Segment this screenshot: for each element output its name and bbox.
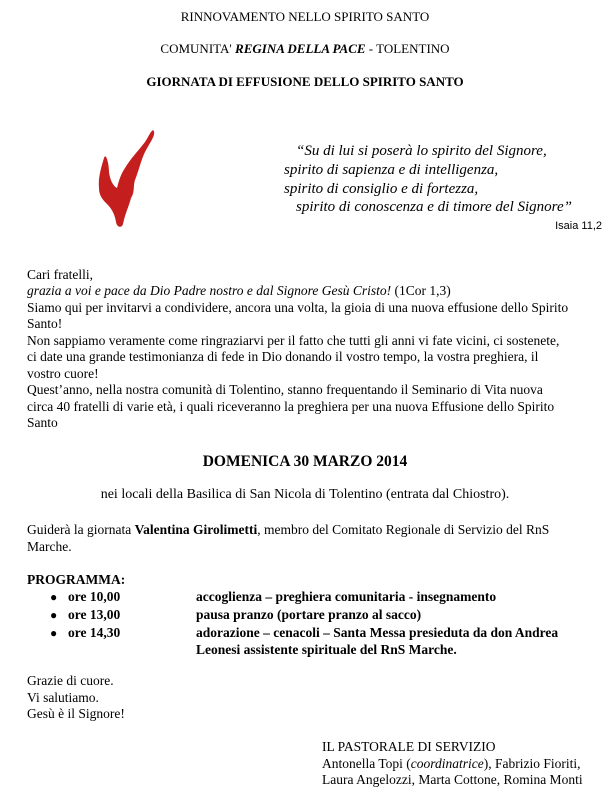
letter-p3-line-1: Quest’anno, nella nostra comunità di Tolentino, stanno frequentando il Seminario di Vita nuova: [27, 382, 543, 397]
header-line-1: RINNOVAMENTO NELLO SPIRITO SANTO: [180, 9, 430, 24]
letter-p2-line-2: ci date una grande testimonianza di fede in Dio donando il vostro tempo, la vostra preghiera, il: [27, 349, 539, 364]
quote-line-1: “Su di lui si poserà lo spirito del Signore,: [296, 143, 547, 159]
event-guide: [27, 522, 549, 538]
guide-name: Valentina Girolimetti: [134, 522, 258, 537]
program-description: pausa pranzo (portare pranzo al sacco): [196, 607, 422, 622]
program-description: accoglienza – preghiera comunitaria - insegnamento: [196, 589, 497, 604]
event-date: DOMENICA 30 MARZO 2014: [202, 453, 408, 470]
letter-greeting: Cari fratelli,: [27, 267, 93, 282]
guide-prefix: Guiderà la giornata: [27, 522, 135, 537]
letter-p3-line-2: circa 40 fratelli di varie età, i quali riceveranno la preghiera per una nuova Effusione dello Spirito: [27, 399, 555, 414]
quote-line-3: spirito di consiglio e di fortezza,: [284, 181, 479, 197]
community-prefix: COMUNITA': [160, 41, 236, 56]
signature-line-1: [322, 756, 581, 772]
community-city: - TOLENTINO: [365, 41, 450, 56]
program-bullet: ●: [50, 626, 58, 640]
letter-p1-line-2: Santo!: [27, 316, 63, 331]
letter-p2-line-3: vostro cuore!: [27, 366, 99, 381]
program-time: ore 13,00: [68, 607, 121, 622]
community-name: REGINA DELLA PACE: [235, 41, 366, 56]
signature-name: Antonella Topi (: [322, 756, 411, 771]
signature-line-2: Laura Angelozzi, Marta Cottone, Romina Monti: [322, 772, 583, 787]
letter-p2-line-1: Non sappiamo veramente come ringraziarvi per il fatto che tutti gli anni vi fate vicini, ci sostenete,: [27, 333, 560, 348]
blessing-reference: (1Cor 1,3): [391, 283, 451, 298]
quote-line-2: spirito di sapienza e di intelligenza,: [284, 162, 499, 178]
blessing-text: grazia a voi e pace da Dio Padre nostro e dal Signore Gesù Cristo!: [27, 283, 392, 298]
program-bullet: ●: [50, 590, 58, 604]
program-title: PROGRAMMA:: [27, 572, 126, 587]
program-time: ore 14,30: [68, 625, 121, 640]
program-time: ore 10,00: [68, 589, 121, 604]
closing-line-2: Vi salutiamo.: [27, 690, 99, 705]
letter-p3-line-3: Santo: [27, 415, 58, 430]
document-title: GIORNATA DI EFFUSIONE DELLO SPIRITO SANTO: [146, 74, 464, 89]
dove-icon: [95, 128, 163, 230]
quote-line-4: spirito di conoscenza e di timore del Signore”: [296, 199, 572, 215]
letter-p1-line-1: Siamo qui per invitarvi a condividere, ancora una volta, la gioia di una nuova effusione dello Spirito: [27, 300, 569, 315]
signature-role: coordinatrice: [410, 756, 484, 771]
letter-blessing: [27, 283, 451, 299]
closing-line-1: Grazie di cuore.: [27, 673, 114, 688]
signature-names: ), Fabrizio Fioriti,: [483, 756, 581, 771]
quote-reference: Isaia 11,2: [555, 220, 602, 232]
program-bullet: ●: [50, 608, 58, 622]
program-description-line-2: Leonesi assistente spirituale del RnS Marche.: [196, 642, 457, 657]
closing-line-3: Gesù è il Signore!: [27, 706, 125, 721]
event-location: nei locali della Basilica di San Nicola di Tolentino (entrata dal Chiostro).: [100, 487, 510, 502]
program-description: adorazione – cenacoli – Santa Messa presieduta da don Andrea: [196, 625, 559, 640]
header-line-2: [0, 41, 610, 57]
signature-title: IL PASTORALE DI SERVIZIO: [322, 739, 496, 754]
guide-role: , membro del Comitato Regionale di Servizio del RnS: [257, 522, 550, 537]
event-guide-line-2: Marche.: [27, 539, 72, 554]
